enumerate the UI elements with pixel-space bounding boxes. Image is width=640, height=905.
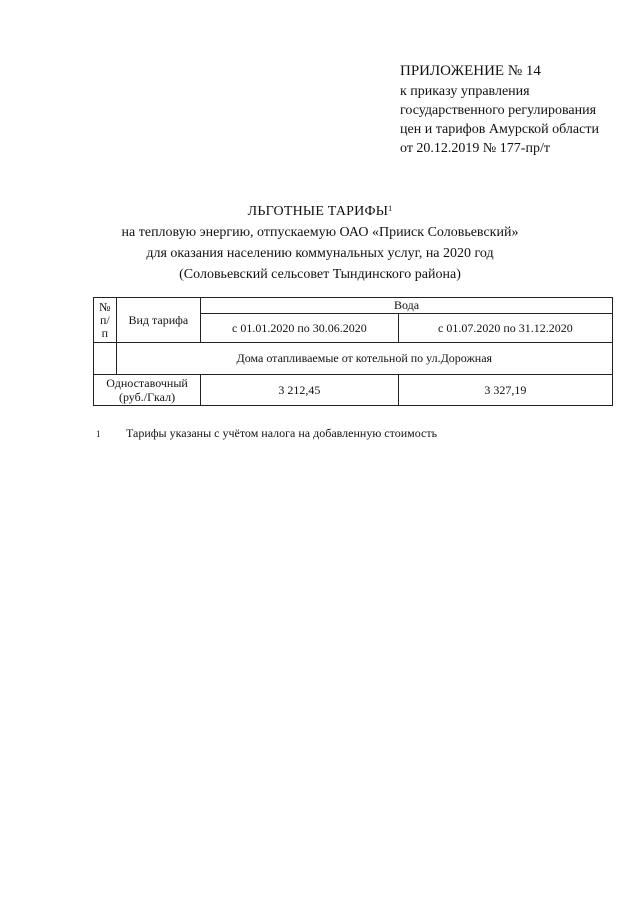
document-title (0, 201, 640, 222)
header-tariff-type: Вид тарифа (116, 298, 200, 343)
section-number-cell (94, 343, 117, 375)
subtitle-line: для оказания населению коммунальных услуг, на 2020 год (146, 246, 494, 261)
table-row (94, 375, 613, 406)
appendix-date-line: от 20.12.2019 № 177-пр/т (400, 141, 550, 156)
header-number-abbr: п/п (99, 312, 110, 340)
footnote-mark: 1 (96, 429, 101, 439)
tariff-value-period-1: 3 212,45 (201, 375, 399, 406)
header-period-2: с 01.07.2020 по 31.12.2020 (398, 314, 612, 343)
document-heading (0, 201, 640, 285)
subtitle-line: на тепловую энергию, отпускаемую ОАО «Прииск Соловьевский» (121, 225, 519, 240)
tariff-name-text: Одноставочный (106, 376, 188, 390)
appendix-block (400, 62, 599, 158)
header-number (94, 298, 117, 343)
footnote-reference: 1 (388, 204, 393, 213)
footnote-text: Тарифы указаны с учётом налога на добавленную стоимость (126, 426, 438, 440)
section-label: Дома отапливаемые от котельной по ул.Дорожная (116, 343, 612, 375)
appendix-line: цен и тарифов Амурской области (400, 122, 599, 137)
tariff-unit: (руб./Гкал) (118, 390, 176, 404)
appendix-line: государственного регулирования (400, 103, 597, 118)
header-water-group: Вода (201, 298, 613, 314)
appendix-line: к приказу управления (400, 84, 530, 99)
footnote (96, 426, 437, 441)
tariff-name (94, 375, 201, 406)
header-number-symbol: № (99, 299, 111, 314)
header-period-1: с 01.01.2020 по 30.06.2020 (201, 314, 399, 343)
tariff-table (93, 297, 613, 406)
document-title-text: ЛЬГОТНЫЕ ТАРИФЫ (247, 204, 389, 219)
subtitle-line: (Соловьевский сельсовет Тындинского района) (179, 267, 461, 282)
tariff-value-period-2: 3 327,19 (398, 375, 612, 406)
appendix-title: ПРИЛОЖЕНИЕ № 14 (400, 63, 541, 79)
